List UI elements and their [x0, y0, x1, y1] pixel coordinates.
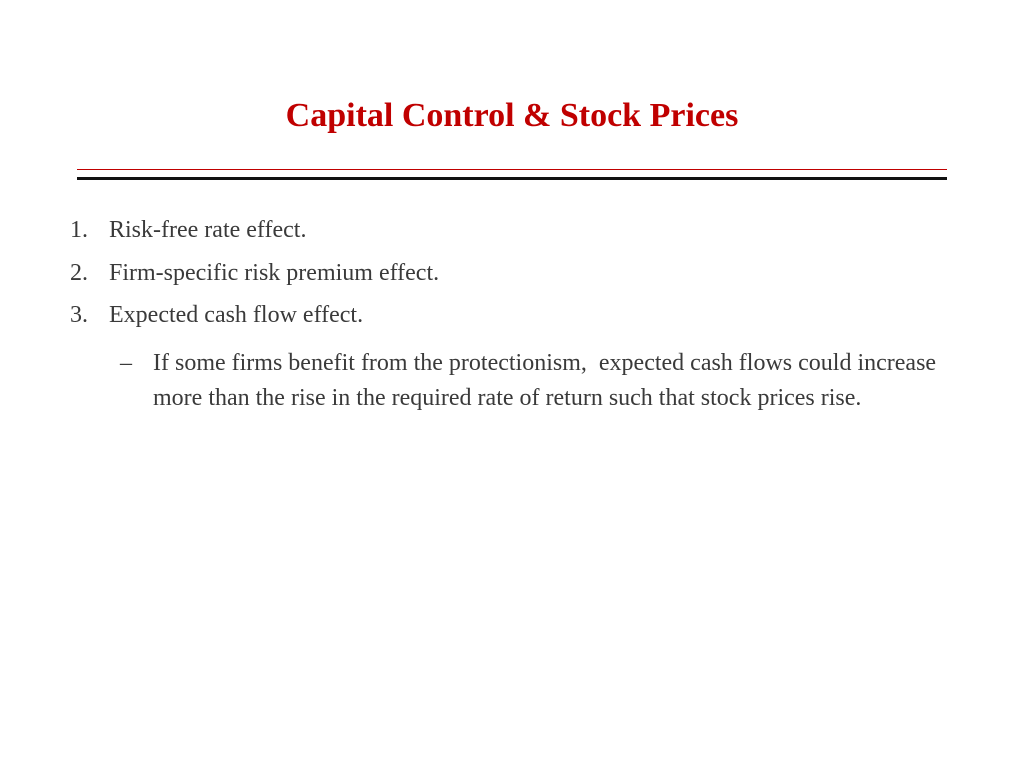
numbered-list: [70, 209, 950, 337]
list-item: [70, 252, 950, 295]
list-item-text: Firm-specific risk premium effect.: [109, 259, 440, 286]
list-item-number: 2.: [70, 259, 88, 286]
list-item-text: Expected cash flow effect.: [109, 302, 364, 328]
list-item-text: Risk-free rate effect.: [109, 217, 307, 243]
list-item: [70, 294, 950, 337]
title-divider-thick-black: [77, 177, 947, 180]
slide-title: Capital Control & Stock Prices: [285, 97, 739, 134]
list-item-number: 1.: [70, 217, 88, 243]
list-item: [70, 209, 950, 252]
list-item-number: 3.: [70, 302, 88, 328]
sub-bullet: [120, 346, 980, 416]
title-divider-thin-red: [77, 169, 947, 170]
sub-bullet-text: If some firms benefit from the protectionism, expected cash flows could increase more than the rise in the required rate of return such that stock prices rise.: [153, 350, 943, 411]
sub-bullet-dash: –: [120, 350, 132, 376]
